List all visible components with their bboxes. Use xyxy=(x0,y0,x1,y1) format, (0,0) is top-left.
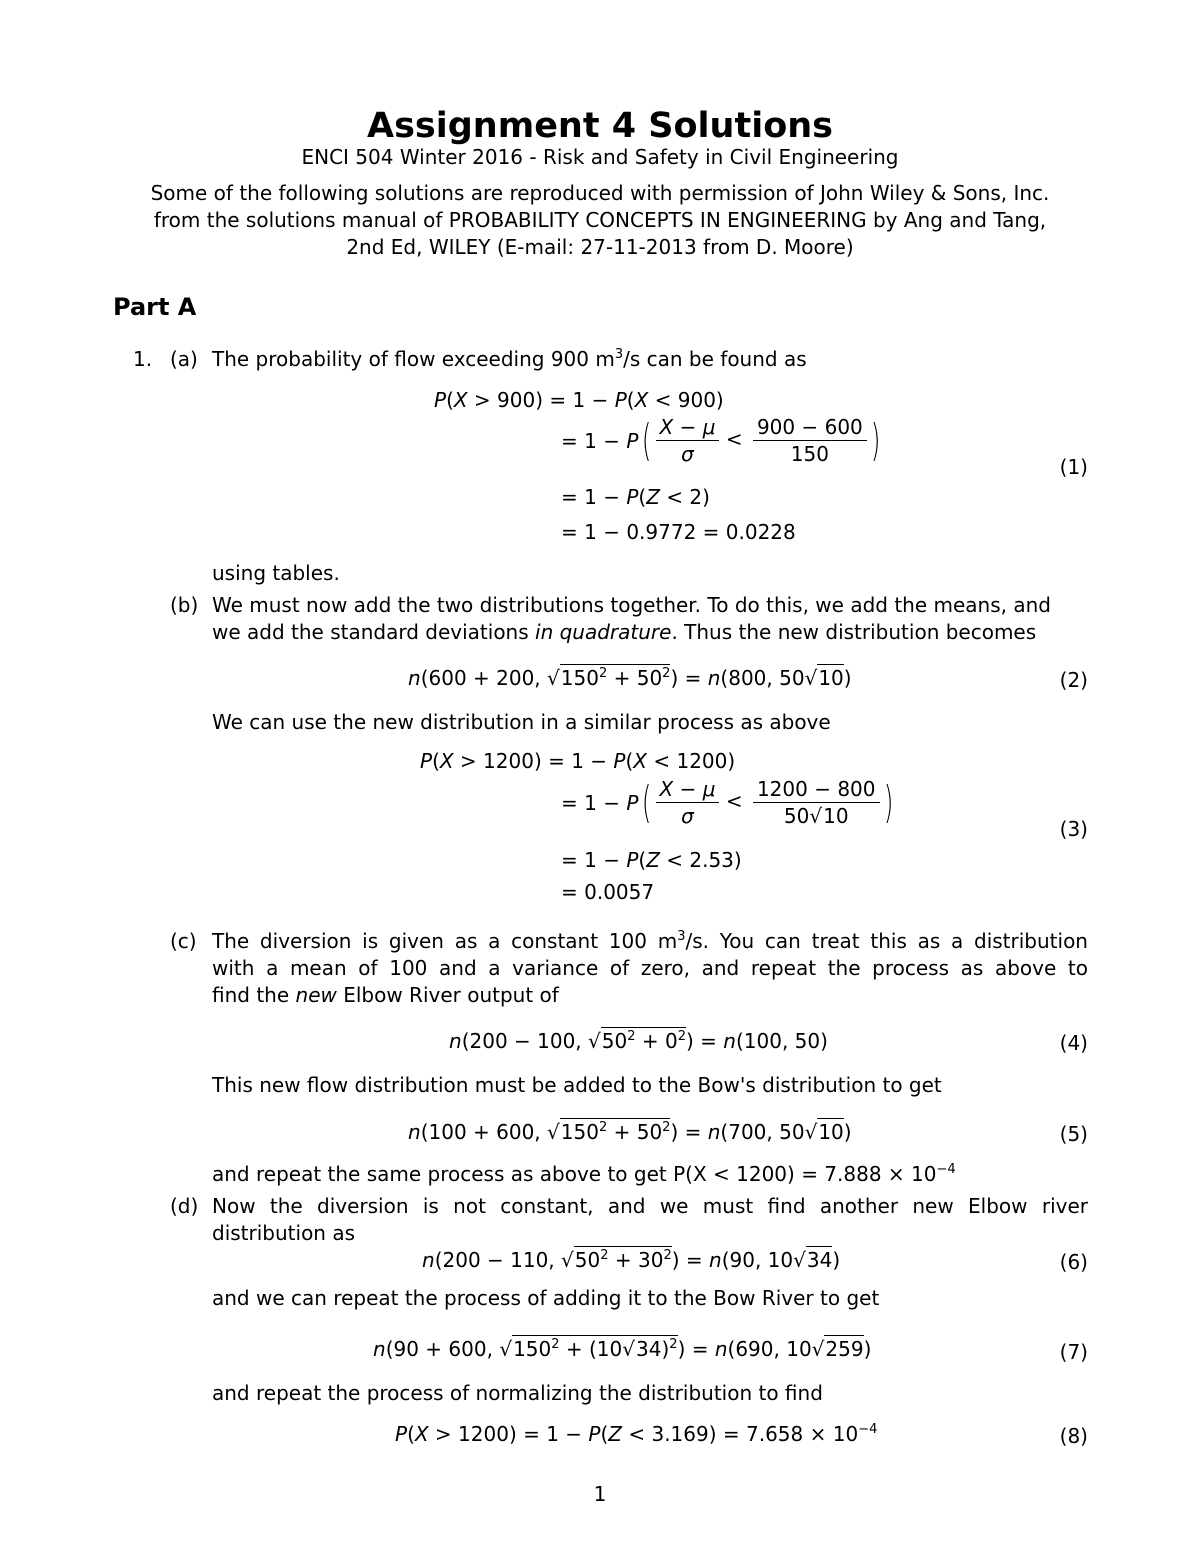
part-c-line1: The diversion is given as a constant 100 $m^3/s$. You can treat this as a distribution xyxy=(212,929,1088,953)
eq3-line1: P(X > 1200) = 1 − P(X < 1200) xyxy=(420,749,736,773)
eq1-line4: = 1 − 0.9772 = 0.0228 xyxy=(561,520,796,544)
eq6-number: (6) xyxy=(1059,1250,1088,1274)
permission-line-1: Some of the following solutions are reproduced with permission of John Wiley & Sons, Inc. xyxy=(150,181,1050,205)
part-c-line2: with a mean of 100 and a variance of zero, and repeat the process as above to xyxy=(212,956,1088,980)
eq3-number: (3) xyxy=(1059,817,1088,841)
part-c-between: This new flow distribution must be added to the Bow's distribution to get xyxy=(212,1073,942,1097)
eq4: n(200 − 100, $√50^2 + 0^2) = n(100$, 50) xyxy=(449,1029,828,1053)
eq8-number: (8) xyxy=(1059,1424,1088,1448)
permission-line-2: from the solutions manual of PROBABILITY CONCEPTS IN ENGINEERING by Ang and Tang, xyxy=(153,208,1047,232)
eq3-line2: = 1 − P( $\frac{X - \mu}{\sigma}$ < $\frac{1200 - 800}{50√10}$ ) xyxy=(561,776,893,828)
eq5-number: (5) xyxy=(1059,1122,1088,1146)
part-d-between: and we can repeat the process of adding it to the Bow River to get xyxy=(212,1286,880,1310)
eq7: n(90 + 600, $√150^2 + (10√34)^2) = n(690$, 10√259) xyxy=(373,1337,872,1361)
eq5: n(100 + 600, $√150^2 + 50^2) = n(700$, 50√10) xyxy=(408,1120,852,1144)
part-a-after: using tables. xyxy=(212,561,340,585)
part-b-between: We can use the new distribution in a similar process as above xyxy=(212,710,831,734)
part-b-label: (b) xyxy=(170,593,199,617)
eq3-line3: = 1 − P(Z < 2.53) xyxy=(561,848,742,872)
part-d-line2: distribution as xyxy=(212,1221,356,1245)
eq1-line2: = 1 − P( $\frac{X - \mu}{\sigma}$ < $\frac{900 - 600}{150}$ ) xyxy=(561,414,881,466)
part-b-line1: We must now add the two distributions together. To do this, we add the means, and xyxy=(212,593,1051,617)
part-b-line2: we add the standard deviations in quadrature. Thus the new distribution becomes xyxy=(212,620,1037,644)
part-c-line3: find the new Elbow River output of xyxy=(212,983,559,1007)
eq3-line4: = 0.0057 xyxy=(561,880,655,904)
eq6: n(200 − 110, $√50^2 + 30^2) = n(90$, 10√34) xyxy=(422,1248,841,1272)
eq1-line1: P(X > 900) = 1 − P(X < 900) xyxy=(434,388,724,412)
page-title: Assignment 4 Solutions xyxy=(367,106,833,146)
eq7-number: (7) xyxy=(1059,1340,1088,1364)
part-d-label: (d) xyxy=(170,1194,199,1218)
part-c-label: (c) xyxy=(170,929,197,953)
problem-number: 1. xyxy=(133,347,153,371)
part-d-line1: Now the diversion is not constant, and we must find another new Elbow river xyxy=(212,1194,1088,1218)
eq4-number: (4) xyxy=(1059,1031,1088,1055)
section-heading: Part A xyxy=(113,293,197,321)
part-d-between2: and repeat the process of normalizing the distribution to find xyxy=(212,1381,823,1405)
part-a-label: (a) xyxy=(170,347,198,371)
eq1-line3: = 1 − P(Z < 2) xyxy=(561,485,710,509)
part-a-text: The probability of flow exceeding 900 $m^3/s$ can be found as xyxy=(212,347,807,371)
eq2: n(600 + 200, $√150^2 + 50^2) = n(800$, 50√10) xyxy=(408,666,852,690)
permission-line-3: 2nd Ed, WILEY (E-mail: 27-11-2013 from D. Moore) xyxy=(346,235,854,259)
eq8: $P(X > 1200) = 1 - P(Z < 3.169) = 7.658 \times 10^{-4}$ xyxy=(395,1422,878,1446)
part-c-after: and repeat the same process as above to get $P(X < 1200) = 7.888 \times 10^{-4}$ xyxy=(212,1162,956,1186)
course-subtitle: ENCI 504 Winter 2016 - Risk and Safety in Civil Engineering xyxy=(301,145,899,169)
eq1-number: (1) xyxy=(1059,455,1088,479)
eq2-number: (2) xyxy=(1059,668,1088,692)
page-number: 1 xyxy=(593,1482,607,1506)
